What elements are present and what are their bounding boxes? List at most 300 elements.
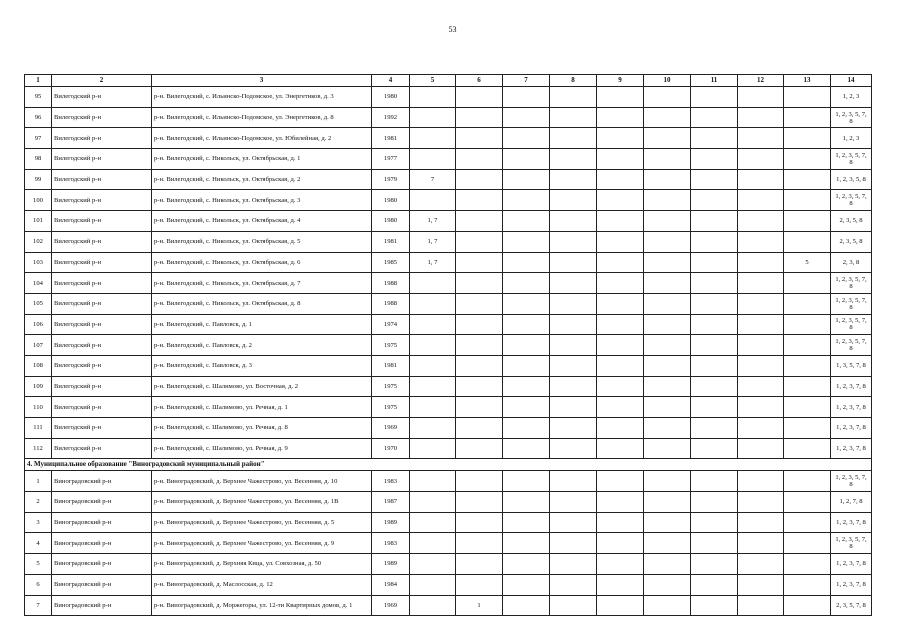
col12-cell	[738, 438, 784, 459]
col7-cell	[503, 574, 550, 595]
year-cell: 1992	[372, 107, 410, 128]
row-number-cell: 98	[25, 149, 52, 170]
address-cell: р-н. Вилегодский, с. Никольск, ул. Октябрьская, д. 2	[152, 169, 372, 190]
address-cell: р-н. Вилегодский, с. Шалимово, ул. Речная, д. 8	[152, 418, 372, 439]
col7-cell	[503, 273, 550, 294]
col12-cell	[738, 149, 784, 170]
district-cell: Вилегодский р-н	[52, 314, 152, 335]
table-row	[25, 252, 872, 273]
buildings-table	[24, 74, 872, 616]
col10-cell	[644, 438, 691, 459]
col13-cell	[784, 128, 831, 149]
table-row	[25, 293, 872, 314]
col8-cell	[550, 190, 597, 211]
district-cell: Вилегодский р-н	[52, 397, 152, 418]
col10-cell	[644, 554, 691, 575]
col12-cell	[738, 128, 784, 149]
col11-cell	[691, 128, 738, 149]
col14-cell: 1, 2, 7, 8	[831, 492, 872, 513]
col6-cell	[456, 533, 503, 554]
col7-cell	[503, 438, 550, 459]
col14-cell: 1, 2, 3, 5, 7, 8	[831, 471, 872, 492]
col14-cell: 1, 2, 3, 7, 8	[831, 376, 872, 397]
address-cell: р-н. Вилегодский, с. Ильинско-Подомское, ул. Энергетиков, д. 3	[152, 87, 372, 108]
col10-cell	[644, 595, 691, 616]
column-header: 12	[738, 75, 784, 87]
row-number-cell: 101	[25, 211, 52, 232]
row-number-cell: 104	[25, 273, 52, 294]
col7-cell	[503, 169, 550, 190]
col13-cell	[784, 438, 831, 459]
col9-cell	[597, 149, 644, 170]
col8-cell	[550, 512, 597, 533]
col10-cell	[644, 533, 691, 554]
address-cell: р-н. Вилегодский, с. Никольск, ул. Октябрьская, д. 8	[152, 293, 372, 314]
col11-cell	[691, 418, 738, 439]
col7-cell	[503, 107, 550, 128]
col10-cell	[644, 273, 691, 294]
col8-cell	[550, 107, 597, 128]
col13-cell	[784, 595, 831, 616]
district-cell: Вилегодский р-н	[52, 252, 152, 273]
col5-cell	[410, 512, 456, 533]
table-row	[25, 335, 872, 356]
col10-cell	[644, 169, 691, 190]
row-number-cell: 4	[25, 533, 52, 554]
col8-cell	[550, 211, 597, 232]
col6-cell	[456, 314, 503, 335]
table-row	[25, 438, 872, 459]
year-cell: 1977	[372, 149, 410, 170]
district-cell: Вилегодский р-н	[52, 293, 152, 314]
col10-cell	[644, 231, 691, 252]
col10-cell	[644, 397, 691, 418]
table-row	[25, 128, 872, 149]
col14-cell: 2, 3, 5, 7, 8	[831, 595, 872, 616]
year-cell: 1975	[372, 376, 410, 397]
col10-cell	[644, 87, 691, 108]
col14-cell: 1, 2, 3, 7, 8	[831, 574, 872, 595]
year-cell: 1988	[372, 293, 410, 314]
col6-cell	[456, 87, 503, 108]
table-row	[25, 107, 872, 128]
col13-cell	[784, 554, 831, 575]
col9-cell	[597, 574, 644, 595]
col9-cell	[597, 252, 644, 273]
year-cell: 1981	[372, 355, 410, 376]
col11-cell	[691, 169, 738, 190]
year-cell: 1970	[372, 438, 410, 459]
col14-cell: 1, 2, 3, 5, 7, 8	[831, 533, 872, 554]
col14-cell: 1, 2, 3, 7, 8	[831, 418, 872, 439]
col12-cell	[738, 376, 784, 397]
row-number-cell: 2	[25, 492, 52, 513]
col14-cell: 1, 2, 3, 5, 8	[831, 169, 872, 190]
col10-cell	[644, 149, 691, 170]
address-cell: р-н. Вилегодский, с. Павловск, д. 2	[152, 335, 372, 356]
column-header: 10	[644, 75, 691, 87]
address-cell: р-н. Вилегодский, с. Ильинско-Подомское, ул. Юбилейная, д. 2	[152, 128, 372, 149]
col5-cell	[410, 595, 456, 616]
col13-cell: 5	[784, 252, 831, 273]
col6-cell	[456, 293, 503, 314]
col7-cell	[503, 87, 550, 108]
col5-cell	[410, 397, 456, 418]
col13-cell	[784, 471, 831, 492]
row-number-cell: 1	[25, 471, 52, 492]
col10-cell	[644, 335, 691, 356]
col5-cell: 7	[410, 169, 456, 190]
col7-cell	[503, 554, 550, 575]
col6-cell	[456, 273, 503, 294]
col12-cell	[738, 252, 784, 273]
col11-cell	[691, 595, 738, 616]
col7-cell	[503, 293, 550, 314]
col8-cell	[550, 273, 597, 294]
col6-cell	[456, 438, 503, 459]
year-cell: 1984	[372, 574, 410, 595]
col6-cell	[456, 169, 503, 190]
col8-cell	[550, 574, 597, 595]
address-cell: р-н. Виноградовский, д. Верхнее Чажестрово, ул. Весенняя, д. 5	[152, 512, 372, 533]
col6-cell	[456, 554, 503, 575]
col7-cell	[503, 149, 550, 170]
col12-cell	[738, 190, 784, 211]
col13-cell	[784, 512, 831, 533]
page-number: 53	[448, 25, 457, 34]
district-cell: Виноградовский р-н	[52, 471, 152, 492]
col5-cell	[410, 574, 456, 595]
col14-cell: 1, 2, 3, 7, 8	[831, 512, 872, 533]
col11-cell	[691, 533, 738, 554]
col10-cell	[644, 574, 691, 595]
col5-cell: 1, 7	[410, 211, 456, 232]
address-cell: р-н. Вилегодский, с. Шалимово, ул. Речная, д. 1	[152, 397, 372, 418]
col6-cell	[456, 335, 503, 356]
col8-cell	[550, 438, 597, 459]
col13-cell	[784, 418, 831, 439]
col11-cell	[691, 335, 738, 356]
address-cell: р-н. Вилегодский, с. Ильинско-Подомское, ул. Энергетиков, д. 8	[152, 107, 372, 128]
column-header: 1	[25, 75, 52, 87]
year-cell: 1975	[372, 335, 410, 356]
col8-cell	[550, 554, 597, 575]
col12-cell	[738, 293, 784, 314]
district-cell: Вилегодский р-н	[52, 231, 152, 252]
table-row	[25, 149, 872, 170]
col14-cell: 1, 2, 3	[831, 87, 872, 108]
table-row	[25, 397, 872, 418]
col8-cell	[550, 355, 597, 376]
year-cell: 1980	[372, 87, 410, 108]
col8-cell	[550, 149, 597, 170]
col11-cell	[691, 293, 738, 314]
col11-cell	[691, 107, 738, 128]
col13-cell	[784, 190, 831, 211]
col11-cell	[691, 554, 738, 575]
col11-cell	[691, 512, 738, 533]
col14-cell: 1, 2, 3	[831, 128, 872, 149]
col13-cell	[784, 211, 831, 232]
col8-cell	[550, 128, 597, 149]
column-header: 8	[550, 75, 597, 87]
col7-cell	[503, 533, 550, 554]
table-header-row	[25, 75, 872, 87]
col5-cell	[410, 533, 456, 554]
col7-cell	[503, 376, 550, 397]
col12-cell	[738, 533, 784, 554]
address-cell: р-н. Вилегодский, с. Никольск, ул. Октябрьская, д. 4	[152, 211, 372, 232]
col6-cell	[456, 190, 503, 211]
table-row	[25, 471, 872, 492]
col13-cell	[784, 397, 831, 418]
row-number-cell: 102	[25, 231, 52, 252]
col7-cell	[503, 471, 550, 492]
col11-cell	[691, 471, 738, 492]
column-header: 3	[152, 75, 372, 87]
col9-cell	[597, 293, 644, 314]
col7-cell	[503, 355, 550, 376]
district-cell: Виноградовский р-н	[52, 574, 152, 595]
col11-cell	[691, 438, 738, 459]
col12-cell	[738, 492, 784, 513]
col11-cell	[691, 231, 738, 252]
district-cell: Вилегодский р-н	[52, 190, 152, 211]
district-cell: Виноградовский р-н	[52, 595, 152, 616]
col5-cell	[410, 314, 456, 335]
district-cell: Виноградовский р-н	[52, 533, 152, 554]
col11-cell	[691, 376, 738, 397]
col5-cell	[410, 335, 456, 356]
col7-cell	[503, 418, 550, 439]
column-header: 13	[784, 75, 831, 87]
district-cell: Вилегодский р-н	[52, 335, 152, 356]
col8-cell	[550, 87, 597, 108]
col5-cell	[410, 87, 456, 108]
address-cell: р-н. Вилегодский, с. Шалимово, ул. Речная, д. 9	[152, 438, 372, 459]
col6-cell	[456, 471, 503, 492]
row-number-cell: 110	[25, 397, 52, 418]
section-title: 4. Муниципальное образование "Виноградовский муниципальный район"	[25, 459, 872, 471]
col9-cell	[597, 418, 644, 439]
col11-cell	[691, 574, 738, 595]
col9-cell	[597, 211, 644, 232]
address-cell: р-н. Виноградовский, д. Верхнее Чажестрово, ул. Весенняя, д. 1В	[152, 492, 372, 513]
col12-cell	[738, 512, 784, 533]
col12-cell	[738, 107, 784, 128]
col8-cell	[550, 376, 597, 397]
row-number-cell: 97	[25, 128, 52, 149]
col9-cell	[597, 335, 644, 356]
col9-cell	[597, 273, 644, 294]
col5-cell	[410, 355, 456, 376]
col7-cell	[503, 252, 550, 273]
table-row	[25, 554, 872, 575]
col6-cell	[456, 107, 503, 128]
district-cell: Вилегодский р-н	[52, 273, 152, 294]
col9-cell	[597, 554, 644, 575]
col14-cell: 2, 3, 8	[831, 252, 872, 273]
table-row	[25, 190, 872, 211]
col6-cell	[456, 418, 503, 439]
col13-cell	[784, 273, 831, 294]
district-cell: Вилегодский р-н	[52, 169, 152, 190]
col8-cell	[550, 252, 597, 273]
col10-cell	[644, 471, 691, 492]
district-cell: Вилегодский р-н	[52, 211, 152, 232]
col14-cell: 1, 2, 3, 7, 8	[831, 554, 872, 575]
row-number-cell: 7	[25, 595, 52, 616]
col8-cell	[550, 533, 597, 554]
col9-cell	[597, 492, 644, 513]
col10-cell	[644, 492, 691, 513]
year-cell: 1981	[372, 231, 410, 252]
col6-cell	[456, 397, 503, 418]
year-cell: 1989	[372, 512, 410, 533]
address-cell: р-н. Виноградовский, д. Верхнее Чажестрово, ул. Весенняя, д. 9	[152, 533, 372, 554]
col6-cell	[456, 574, 503, 595]
col9-cell	[597, 533, 644, 554]
col9-cell	[597, 595, 644, 616]
col13-cell	[784, 231, 831, 252]
col13-cell	[784, 335, 831, 356]
col12-cell	[738, 471, 784, 492]
col5-cell	[410, 471, 456, 492]
col12-cell	[738, 231, 784, 252]
district-cell: Виноградовский р-н	[52, 512, 152, 533]
col9-cell	[597, 471, 644, 492]
col14-cell: 1, 2, 3, 5, 7, 8	[831, 149, 872, 170]
table-row	[25, 376, 872, 397]
address-cell: р-н. Вилегодский, с. Павловск, д. 1	[152, 314, 372, 335]
column-header: 2	[52, 75, 152, 87]
col6-cell	[456, 211, 503, 232]
address-cell: р-н. Виноградовский, д. Маслосская, д. 12	[152, 574, 372, 595]
col11-cell	[691, 190, 738, 211]
column-header: 14	[831, 75, 872, 87]
col14-cell: 2, 3, 5, 8	[831, 231, 872, 252]
column-header: 5	[410, 75, 456, 87]
table-row	[25, 314, 872, 335]
col6-cell	[456, 376, 503, 397]
column-header: 11	[691, 75, 738, 87]
year-cell: 1980	[372, 190, 410, 211]
row-number-cell: 105	[25, 293, 52, 314]
col9-cell	[597, 190, 644, 211]
col6-cell: 1	[456, 595, 503, 616]
col10-cell	[644, 314, 691, 335]
district-cell: Вилегодский р-н	[52, 87, 152, 108]
col12-cell	[738, 397, 784, 418]
table-row	[25, 418, 872, 439]
col11-cell	[691, 149, 738, 170]
col11-cell	[691, 273, 738, 294]
col8-cell	[550, 492, 597, 513]
col6-cell	[456, 149, 503, 170]
row-number-cell: 99	[25, 169, 52, 190]
col13-cell	[784, 355, 831, 376]
col7-cell	[503, 595, 550, 616]
col6-cell	[456, 231, 503, 252]
col7-cell	[503, 335, 550, 356]
col8-cell	[550, 595, 597, 616]
col11-cell	[691, 87, 738, 108]
col7-cell	[503, 128, 550, 149]
col9-cell	[597, 355, 644, 376]
col8-cell	[550, 231, 597, 252]
year-cell: 1969	[372, 595, 410, 616]
col5-cell	[410, 554, 456, 575]
col13-cell	[784, 169, 831, 190]
col14-cell: 1, 2, 3, 7, 8	[831, 397, 872, 418]
col11-cell	[691, 252, 738, 273]
address-cell: р-н. Вилегодский, с. Никольск, ул. Октябрьская, д. 1	[152, 149, 372, 170]
col12-cell	[738, 211, 784, 232]
col11-cell	[691, 211, 738, 232]
col12-cell	[738, 335, 784, 356]
col10-cell	[644, 418, 691, 439]
col10-cell	[644, 252, 691, 273]
year-cell: 1988	[372, 273, 410, 294]
table-row	[25, 574, 872, 595]
address-cell: р-н. Виноградовский, д. Моржегоры, ул. 12-ти Квартирных домов, д. 1	[152, 595, 372, 616]
district-cell: Вилегодский р-н	[52, 418, 152, 439]
col9-cell	[597, 397, 644, 418]
col14-cell: 1, 3, 5, 7, 8	[831, 355, 872, 376]
column-header: 7	[503, 75, 550, 87]
col6-cell	[456, 252, 503, 273]
district-cell: Вилегодский р-н	[52, 128, 152, 149]
col10-cell	[644, 128, 691, 149]
table-row	[25, 211, 872, 232]
table-row	[25, 595, 872, 616]
col6-cell	[456, 128, 503, 149]
col14-cell: 1, 2, 3, 5, 7, 8	[831, 273, 872, 294]
column-header: 6	[456, 75, 503, 87]
col12-cell	[738, 418, 784, 439]
row-number-cell: 106	[25, 314, 52, 335]
col5-cell	[410, 438, 456, 459]
col5-cell: 1, 7	[410, 252, 456, 273]
col5-cell	[410, 492, 456, 513]
row-number-cell: 111	[25, 418, 52, 439]
col14-cell: 2, 3, 5, 8	[831, 211, 872, 232]
address-cell: р-н. Вилегодский, с. Шалимово, ул. Восточная, д. 2	[152, 376, 372, 397]
col5-cell	[410, 149, 456, 170]
address-cell: р-н. Вилегодский, с. Никольск, ул. Октябрьская, д. 3	[152, 190, 372, 211]
col12-cell	[738, 574, 784, 595]
col13-cell	[784, 533, 831, 554]
col10-cell	[644, 355, 691, 376]
year-cell: 1975	[372, 397, 410, 418]
col14-cell: 1, 2, 3, 7, 8	[831, 438, 872, 459]
col11-cell	[691, 355, 738, 376]
address-cell: р-н. Вилегодский, с. Павловск, д. 3	[152, 355, 372, 376]
col13-cell	[784, 492, 831, 513]
col9-cell	[597, 107, 644, 128]
row-number-cell: 6	[25, 574, 52, 595]
col11-cell	[691, 314, 738, 335]
col8-cell	[550, 169, 597, 190]
row-number-cell: 3	[25, 512, 52, 533]
col9-cell	[597, 314, 644, 335]
col6-cell	[456, 355, 503, 376]
address-cell: р-н. Виноградовский, д. Верхнее Чажестрово, ул. Весенняя, д. 10	[152, 471, 372, 492]
col10-cell	[644, 376, 691, 397]
col8-cell	[550, 397, 597, 418]
section-row	[25, 459, 872, 471]
col9-cell	[597, 128, 644, 149]
